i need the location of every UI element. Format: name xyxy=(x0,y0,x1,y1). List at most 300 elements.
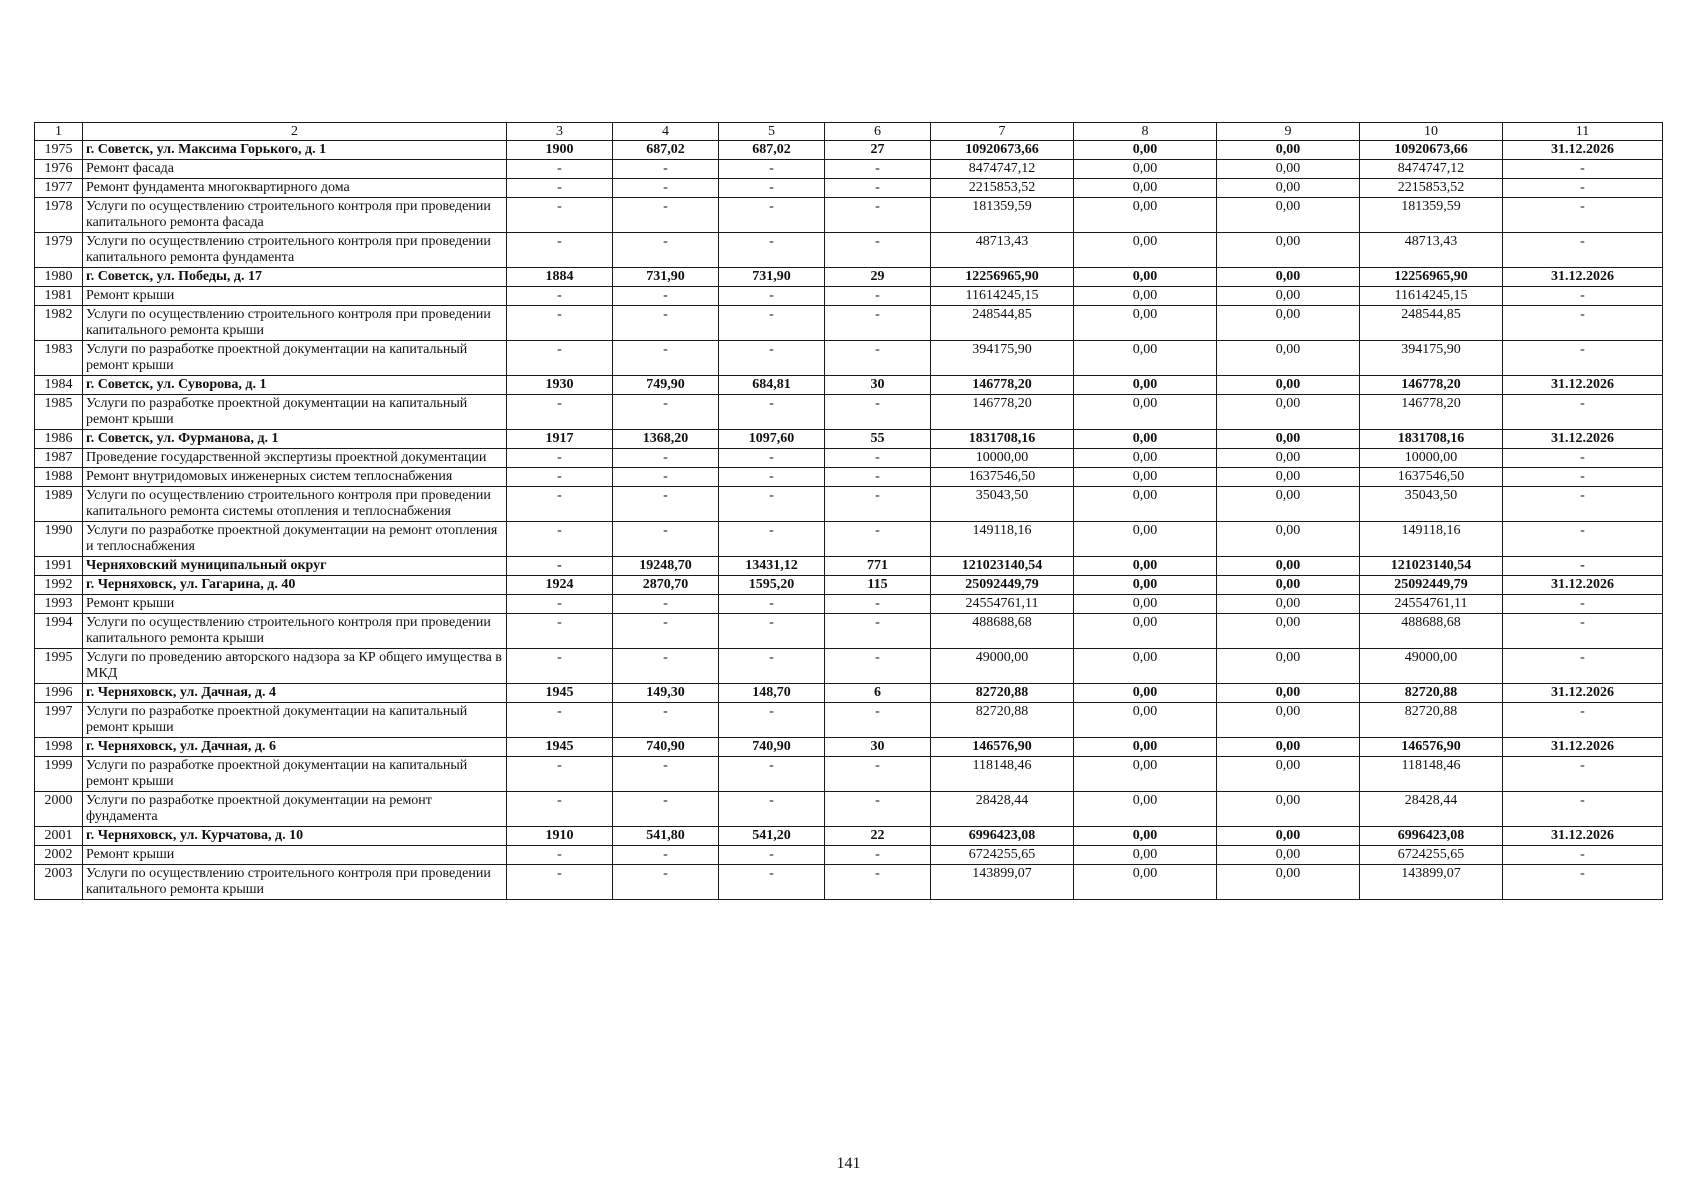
col10-cell: 25092449,79 xyxy=(1360,576,1503,595)
col9-cell: 0,00 xyxy=(1217,703,1360,738)
col5-cell: 541,20 xyxy=(719,827,825,846)
col11-cell: - xyxy=(1503,614,1663,649)
col8-cell: 0,00 xyxy=(1074,738,1217,757)
col10-cell: 146778,20 xyxy=(1360,395,1503,430)
col8-cell: 0,00 xyxy=(1074,198,1217,233)
col4-cell: 749,90 xyxy=(613,376,719,395)
col9-cell: 0,00 xyxy=(1217,614,1360,649)
col6-cell: - xyxy=(825,179,931,198)
col4-cell: - xyxy=(613,595,719,614)
item-name-cell: г. Советск, ул. Суворова, д. 1 xyxy=(83,376,507,395)
column-number-row xyxy=(35,123,1663,141)
col6-cell: - xyxy=(825,468,931,487)
col5-cell: 13431,12 xyxy=(719,557,825,576)
item-name-cell: Услуги по разработке проектной документации на капитальный ремонт крыши xyxy=(83,341,507,376)
col11-cell: - xyxy=(1503,846,1663,865)
col7-cell: 48713,43 xyxy=(931,233,1074,268)
col11-cell: - xyxy=(1503,557,1663,576)
row-number-cell: 1998 xyxy=(35,738,83,757)
col10-cell: 143899,07 xyxy=(1360,865,1503,900)
col3-cell: - xyxy=(507,557,613,576)
row-number-cell: 1976 xyxy=(35,160,83,179)
col4-cell: 687,02 xyxy=(613,141,719,160)
table-row xyxy=(35,395,1663,430)
item-name-cell: г. Советск, ул. Максима Горького, д. 1 xyxy=(83,141,507,160)
col6-cell: - xyxy=(825,160,931,179)
table-row xyxy=(35,792,1663,827)
col10-cell: 488688,68 xyxy=(1360,614,1503,649)
col11-cell: 31.12.2026 xyxy=(1503,827,1663,846)
col6-cell: 771 xyxy=(825,557,931,576)
table-row xyxy=(35,684,1663,703)
item-name-cell: Ремонт фундамента многоквартирного дома xyxy=(83,179,507,198)
col10-cell: 10000,00 xyxy=(1360,449,1503,468)
col8-cell: 0,00 xyxy=(1074,141,1217,160)
col9-cell: 0,00 xyxy=(1217,792,1360,827)
item-name-cell: Услуги по осуществлению строительного контроля при проведении капитального ремонта крыши xyxy=(83,306,507,341)
table-row xyxy=(35,757,1663,792)
col9-cell: 0,00 xyxy=(1217,757,1360,792)
col6-cell: - xyxy=(825,865,931,900)
col11-cell: - xyxy=(1503,160,1663,179)
col10-cell: 149118,16 xyxy=(1360,522,1503,557)
item-name-cell: г. Советск, ул. Победы, д. 17 xyxy=(83,268,507,287)
col9-cell: 0,00 xyxy=(1217,306,1360,341)
col4-cell: - xyxy=(613,757,719,792)
col7-cell: 181359,59 xyxy=(931,198,1074,233)
col3-cell: 1930 xyxy=(507,376,613,395)
table-row xyxy=(35,487,1663,522)
col11-cell: - xyxy=(1503,395,1663,430)
col6-cell: - xyxy=(825,614,931,649)
table-row xyxy=(35,141,1663,160)
col7-cell: 12256965,90 xyxy=(931,268,1074,287)
column-header: 10 xyxy=(1360,123,1503,141)
col8-cell: 0,00 xyxy=(1074,522,1217,557)
col11-cell: 31.12.2026 xyxy=(1503,141,1663,160)
col9-cell: 0,00 xyxy=(1217,649,1360,684)
col10-cell: 49000,00 xyxy=(1360,649,1503,684)
row-number-cell: 1981 xyxy=(35,287,83,306)
col4-cell: - xyxy=(613,522,719,557)
col3-cell: - xyxy=(507,649,613,684)
table-row xyxy=(35,827,1663,846)
col4-cell: - xyxy=(613,487,719,522)
col7-cell: 8474747,12 xyxy=(931,160,1074,179)
row-number-cell: 1999 xyxy=(35,757,83,792)
item-name-cell: Услуги по проведению авторского надзора за КР общего имущества в МКД xyxy=(83,649,507,684)
col7-cell: 49000,00 xyxy=(931,649,1074,684)
col4-cell: - xyxy=(613,792,719,827)
table-row xyxy=(35,576,1663,595)
col9-cell: 0,00 xyxy=(1217,595,1360,614)
col7-cell: 82720,88 xyxy=(931,703,1074,738)
col5-cell: - xyxy=(719,757,825,792)
row-number-cell: 1982 xyxy=(35,306,83,341)
col3-cell: - xyxy=(507,395,613,430)
col7-cell: 488688,68 xyxy=(931,614,1074,649)
col5-cell: - xyxy=(719,703,825,738)
col8-cell: 0,00 xyxy=(1074,757,1217,792)
col3-cell: 1910 xyxy=(507,827,613,846)
col5-cell: - xyxy=(719,306,825,341)
col7-cell: 10000,00 xyxy=(931,449,1074,468)
row-number-cell: 1994 xyxy=(35,614,83,649)
col6-cell: - xyxy=(825,757,931,792)
table-row xyxy=(35,449,1663,468)
col8-cell: 0,00 xyxy=(1074,846,1217,865)
col3-cell: - xyxy=(507,792,613,827)
col11-cell: 31.12.2026 xyxy=(1503,268,1663,287)
table-row xyxy=(35,468,1663,487)
col8-cell: 0,00 xyxy=(1074,576,1217,595)
table-row xyxy=(35,268,1663,287)
table-row xyxy=(35,341,1663,376)
row-number-cell: 1980 xyxy=(35,268,83,287)
col6-cell: - xyxy=(825,595,931,614)
col9-cell: 0,00 xyxy=(1217,846,1360,865)
col6-cell: - xyxy=(825,649,931,684)
col5-cell: - xyxy=(719,395,825,430)
col11-cell: 31.12.2026 xyxy=(1503,738,1663,757)
item-name-cell: Ремонт фасада xyxy=(83,160,507,179)
column-header: 11 xyxy=(1503,123,1663,141)
col6-cell: - xyxy=(825,395,931,430)
col5-cell: - xyxy=(719,649,825,684)
row-number-cell: 1985 xyxy=(35,395,83,430)
col5-cell: - xyxy=(719,233,825,268)
col5-cell: 148,70 xyxy=(719,684,825,703)
column-header: 4 xyxy=(613,123,719,141)
col4-cell: - xyxy=(613,468,719,487)
col7-cell: 143899,07 xyxy=(931,865,1074,900)
table-row xyxy=(35,649,1663,684)
col9-cell: 0,00 xyxy=(1217,684,1360,703)
row-number-cell: 1995 xyxy=(35,649,83,684)
col11-cell: 31.12.2026 xyxy=(1503,376,1663,395)
row-number-cell: 1989 xyxy=(35,487,83,522)
col4-cell: - xyxy=(613,160,719,179)
col3-cell: 1945 xyxy=(507,684,613,703)
col8-cell: 0,00 xyxy=(1074,233,1217,268)
col5-cell: 684,81 xyxy=(719,376,825,395)
col6-cell: 30 xyxy=(825,376,931,395)
col8-cell: 0,00 xyxy=(1074,595,1217,614)
col4-cell: - xyxy=(613,306,719,341)
col5-cell: - xyxy=(719,198,825,233)
col3-cell: - xyxy=(507,233,613,268)
col6-cell: - xyxy=(825,846,931,865)
col9-cell: 0,00 xyxy=(1217,395,1360,430)
column-header: 9 xyxy=(1217,123,1360,141)
table-row xyxy=(35,179,1663,198)
col4-cell: - xyxy=(613,395,719,430)
item-name-cell: г. Советск, ул. Фурманова, д. 1 xyxy=(83,430,507,449)
col10-cell: 24554761,11 xyxy=(1360,595,1503,614)
item-name-cell: Услуги по разработке проектной документации на ремонт фундамента xyxy=(83,792,507,827)
col11-cell: - xyxy=(1503,865,1663,900)
item-name-cell: Ремонт крыши xyxy=(83,595,507,614)
col4-cell: 2870,70 xyxy=(613,576,719,595)
col8-cell: 0,00 xyxy=(1074,865,1217,900)
col11-cell: - xyxy=(1503,287,1663,306)
col6-cell: 30 xyxy=(825,738,931,757)
col4-cell: - xyxy=(613,179,719,198)
col11-cell: - xyxy=(1503,306,1663,341)
col11-cell: - xyxy=(1503,449,1663,468)
column-header: 1 xyxy=(35,123,83,141)
col5-cell: 687,02 xyxy=(719,141,825,160)
col4-cell: 731,90 xyxy=(613,268,719,287)
col6-cell: - xyxy=(825,306,931,341)
table-row xyxy=(35,287,1663,306)
row-number-cell: 1990 xyxy=(35,522,83,557)
row-number-cell: 1987 xyxy=(35,449,83,468)
row-number-cell: 1991 xyxy=(35,557,83,576)
col10-cell: 11614245,15 xyxy=(1360,287,1503,306)
table-row xyxy=(35,846,1663,865)
col5-cell: - xyxy=(719,160,825,179)
item-name-cell: Услуги по осуществлению строительного контроля при проведении капитального ремонта фасада xyxy=(83,198,507,233)
col11-cell: - xyxy=(1503,341,1663,376)
col10-cell: 394175,90 xyxy=(1360,341,1503,376)
col10-cell: 8474747,12 xyxy=(1360,160,1503,179)
row-number-cell: 2001 xyxy=(35,827,83,846)
col3-cell: - xyxy=(507,449,613,468)
col10-cell: 12256965,90 xyxy=(1360,268,1503,287)
col5-cell: 1595,20 xyxy=(719,576,825,595)
col5-cell: 740,90 xyxy=(719,738,825,757)
col7-cell: 1831708,16 xyxy=(931,430,1074,449)
row-number-cell: 2003 xyxy=(35,865,83,900)
col5-cell: - xyxy=(719,614,825,649)
col3-cell: - xyxy=(507,287,613,306)
col10-cell: 1831708,16 xyxy=(1360,430,1503,449)
table-row xyxy=(35,522,1663,557)
col9-cell: 0,00 xyxy=(1217,198,1360,233)
col7-cell: 1637546,50 xyxy=(931,468,1074,487)
item-name-cell: Услуги по осуществлению строительного контроля при проведении капитального ремонта системы отопления и теплоснабжения xyxy=(83,487,507,522)
column-header: 7 xyxy=(931,123,1074,141)
row-number-cell: 1978 xyxy=(35,198,83,233)
col4-cell: 1368,20 xyxy=(613,430,719,449)
col9-cell: 0,00 xyxy=(1217,160,1360,179)
col3-cell: - xyxy=(507,468,613,487)
column-header: 8 xyxy=(1074,123,1217,141)
col8-cell: 0,00 xyxy=(1074,449,1217,468)
col6-cell: - xyxy=(825,233,931,268)
col9-cell: 0,00 xyxy=(1217,233,1360,268)
col6-cell: - xyxy=(825,198,931,233)
table-body xyxy=(35,123,1663,900)
col4-cell: - xyxy=(613,649,719,684)
col5-cell: - xyxy=(719,487,825,522)
col5-cell: - xyxy=(719,341,825,376)
col3-cell: 1924 xyxy=(507,576,613,595)
col3-cell: - xyxy=(507,865,613,900)
col6-cell: - xyxy=(825,522,931,557)
col7-cell: 118148,46 xyxy=(931,757,1074,792)
col9-cell: 0,00 xyxy=(1217,430,1360,449)
col9-cell: 0,00 xyxy=(1217,557,1360,576)
col4-cell: 541,80 xyxy=(613,827,719,846)
table-row xyxy=(35,738,1663,757)
col6-cell: 115 xyxy=(825,576,931,595)
col10-cell: 28428,44 xyxy=(1360,792,1503,827)
col5-cell: - xyxy=(719,792,825,827)
col7-cell: 6996423,08 xyxy=(931,827,1074,846)
row-number-cell: 1986 xyxy=(35,430,83,449)
col3-cell: 1945 xyxy=(507,738,613,757)
col5-cell: 1097,60 xyxy=(719,430,825,449)
col11-cell: 31.12.2026 xyxy=(1503,684,1663,703)
col5-cell: - xyxy=(719,846,825,865)
col3-cell: - xyxy=(507,487,613,522)
col3-cell: 1884 xyxy=(507,268,613,287)
column-header: 3 xyxy=(507,123,613,141)
column-header: 2 xyxy=(83,123,507,141)
col10-cell: 146576,90 xyxy=(1360,738,1503,757)
col8-cell: 0,00 xyxy=(1074,160,1217,179)
col7-cell: 6724255,65 xyxy=(931,846,1074,865)
table-row xyxy=(35,233,1663,268)
col5-cell: 731,90 xyxy=(719,268,825,287)
col10-cell: 10920673,66 xyxy=(1360,141,1503,160)
col10-cell: 118148,46 xyxy=(1360,757,1503,792)
table-row xyxy=(35,865,1663,900)
item-name-cell: г. Черняховск, ул. Гагарина, д. 40 xyxy=(83,576,507,595)
col8-cell: 0,00 xyxy=(1074,430,1217,449)
col8-cell: 0,00 xyxy=(1074,649,1217,684)
col9-cell: 0,00 xyxy=(1217,522,1360,557)
col10-cell: 2215853,52 xyxy=(1360,179,1503,198)
row-number-cell: 1988 xyxy=(35,468,83,487)
col7-cell: 394175,90 xyxy=(931,341,1074,376)
item-name-cell: Ремонт крыши xyxy=(83,287,507,306)
row-number-cell: 1979 xyxy=(35,233,83,268)
col4-cell: - xyxy=(613,233,719,268)
col4-cell: - xyxy=(613,703,719,738)
col9-cell: 0,00 xyxy=(1217,487,1360,522)
col9-cell: 0,00 xyxy=(1217,738,1360,757)
col9-cell: 0,00 xyxy=(1217,449,1360,468)
col7-cell: 149118,16 xyxy=(931,522,1074,557)
col7-cell: 146778,20 xyxy=(931,395,1074,430)
col10-cell: 1637546,50 xyxy=(1360,468,1503,487)
col6-cell: - xyxy=(825,341,931,376)
col6-cell: 55 xyxy=(825,430,931,449)
col11-cell: - xyxy=(1503,198,1663,233)
col9-cell: 0,00 xyxy=(1217,179,1360,198)
col10-cell: 121023140,54 xyxy=(1360,557,1503,576)
col7-cell: 25092449,79 xyxy=(931,576,1074,595)
col6-cell: - xyxy=(825,792,931,827)
col7-cell: 82720,88 xyxy=(931,684,1074,703)
table-row xyxy=(35,595,1663,614)
item-name-cell: Услуги по осуществлению строительного контроля при проведении капитального ремонта фундамента xyxy=(83,233,507,268)
col11-cell: - xyxy=(1503,792,1663,827)
column-header: 6 xyxy=(825,123,931,141)
col9-cell: 0,00 xyxy=(1217,827,1360,846)
col10-cell: 248544,85 xyxy=(1360,306,1503,341)
col8-cell: 0,00 xyxy=(1074,395,1217,430)
col7-cell: 121023140,54 xyxy=(931,557,1074,576)
col7-cell: 35043,50 xyxy=(931,487,1074,522)
row-number-cell: 1997 xyxy=(35,703,83,738)
col8-cell: 0,00 xyxy=(1074,557,1217,576)
col3-cell: - xyxy=(507,703,613,738)
col4-cell: 149,30 xyxy=(613,684,719,703)
col4-cell: - xyxy=(613,449,719,468)
col10-cell: 48713,43 xyxy=(1360,233,1503,268)
item-name-cell: Услуги по разработке проектной документации на капитальный ремонт крыши xyxy=(83,395,507,430)
col8-cell: 0,00 xyxy=(1074,287,1217,306)
col7-cell: 146576,90 xyxy=(931,738,1074,757)
table-row xyxy=(35,306,1663,341)
col9-cell: 0,00 xyxy=(1217,268,1360,287)
col7-cell: 146778,20 xyxy=(931,376,1074,395)
row-number-cell: 1984 xyxy=(35,376,83,395)
col3-cell: - xyxy=(507,595,613,614)
item-name-cell: Услуги по разработке проектной документации на ремонт отопления и теплоснабжения xyxy=(83,522,507,557)
col3-cell: - xyxy=(507,614,613,649)
item-name-cell: Черняховский муниципальный округ xyxy=(83,557,507,576)
col11-cell: 31.12.2026 xyxy=(1503,430,1663,449)
item-name-cell: г. Черняховск, ул. Дачная, д. 6 xyxy=(83,738,507,757)
row-number-cell: 1975 xyxy=(35,141,83,160)
col5-cell: - xyxy=(719,287,825,306)
item-name-cell: Проведение государственной экспертизы проектной документации xyxy=(83,449,507,468)
col11-cell: 31.12.2026 xyxy=(1503,576,1663,595)
col4-cell: - xyxy=(613,341,719,376)
col4-cell: - xyxy=(613,198,719,233)
col3-cell: 1917 xyxy=(507,430,613,449)
col8-cell: 0,00 xyxy=(1074,376,1217,395)
col5-cell: - xyxy=(719,449,825,468)
col9-cell: 0,00 xyxy=(1217,576,1360,595)
table-row xyxy=(35,198,1663,233)
col4-cell: - xyxy=(613,846,719,865)
item-name-cell: г. Черняховск, ул. Дачная, д. 4 xyxy=(83,684,507,703)
col8-cell: 0,00 xyxy=(1074,179,1217,198)
col10-cell: 181359,59 xyxy=(1360,198,1503,233)
row-number-cell: 2002 xyxy=(35,846,83,865)
table-row xyxy=(35,376,1663,395)
col3-cell: - xyxy=(507,179,613,198)
col5-cell: - xyxy=(719,179,825,198)
table-row xyxy=(35,160,1663,179)
col7-cell: 24554761,11 xyxy=(931,595,1074,614)
col3-cell: - xyxy=(507,306,613,341)
col5-cell: - xyxy=(719,595,825,614)
item-name-cell: Ремонт внутридомовых инженерных систем теплоснабжения xyxy=(83,468,507,487)
col4-cell: - xyxy=(613,287,719,306)
col7-cell: 10920673,66 xyxy=(931,141,1074,160)
row-number-cell: 2000 xyxy=(35,792,83,827)
col11-cell: - xyxy=(1503,522,1663,557)
col10-cell: 35043,50 xyxy=(1360,487,1503,522)
col7-cell: 11614245,15 xyxy=(931,287,1074,306)
row-number-cell: 1993 xyxy=(35,595,83,614)
col10-cell: 146778,20 xyxy=(1360,376,1503,395)
col7-cell: 28428,44 xyxy=(931,792,1074,827)
col11-cell: - xyxy=(1503,233,1663,268)
col6-cell: 22 xyxy=(825,827,931,846)
col4-cell: 740,90 xyxy=(613,738,719,757)
col8-cell: 0,00 xyxy=(1074,268,1217,287)
col8-cell: 0,00 xyxy=(1074,703,1217,738)
col11-cell: - xyxy=(1503,468,1663,487)
